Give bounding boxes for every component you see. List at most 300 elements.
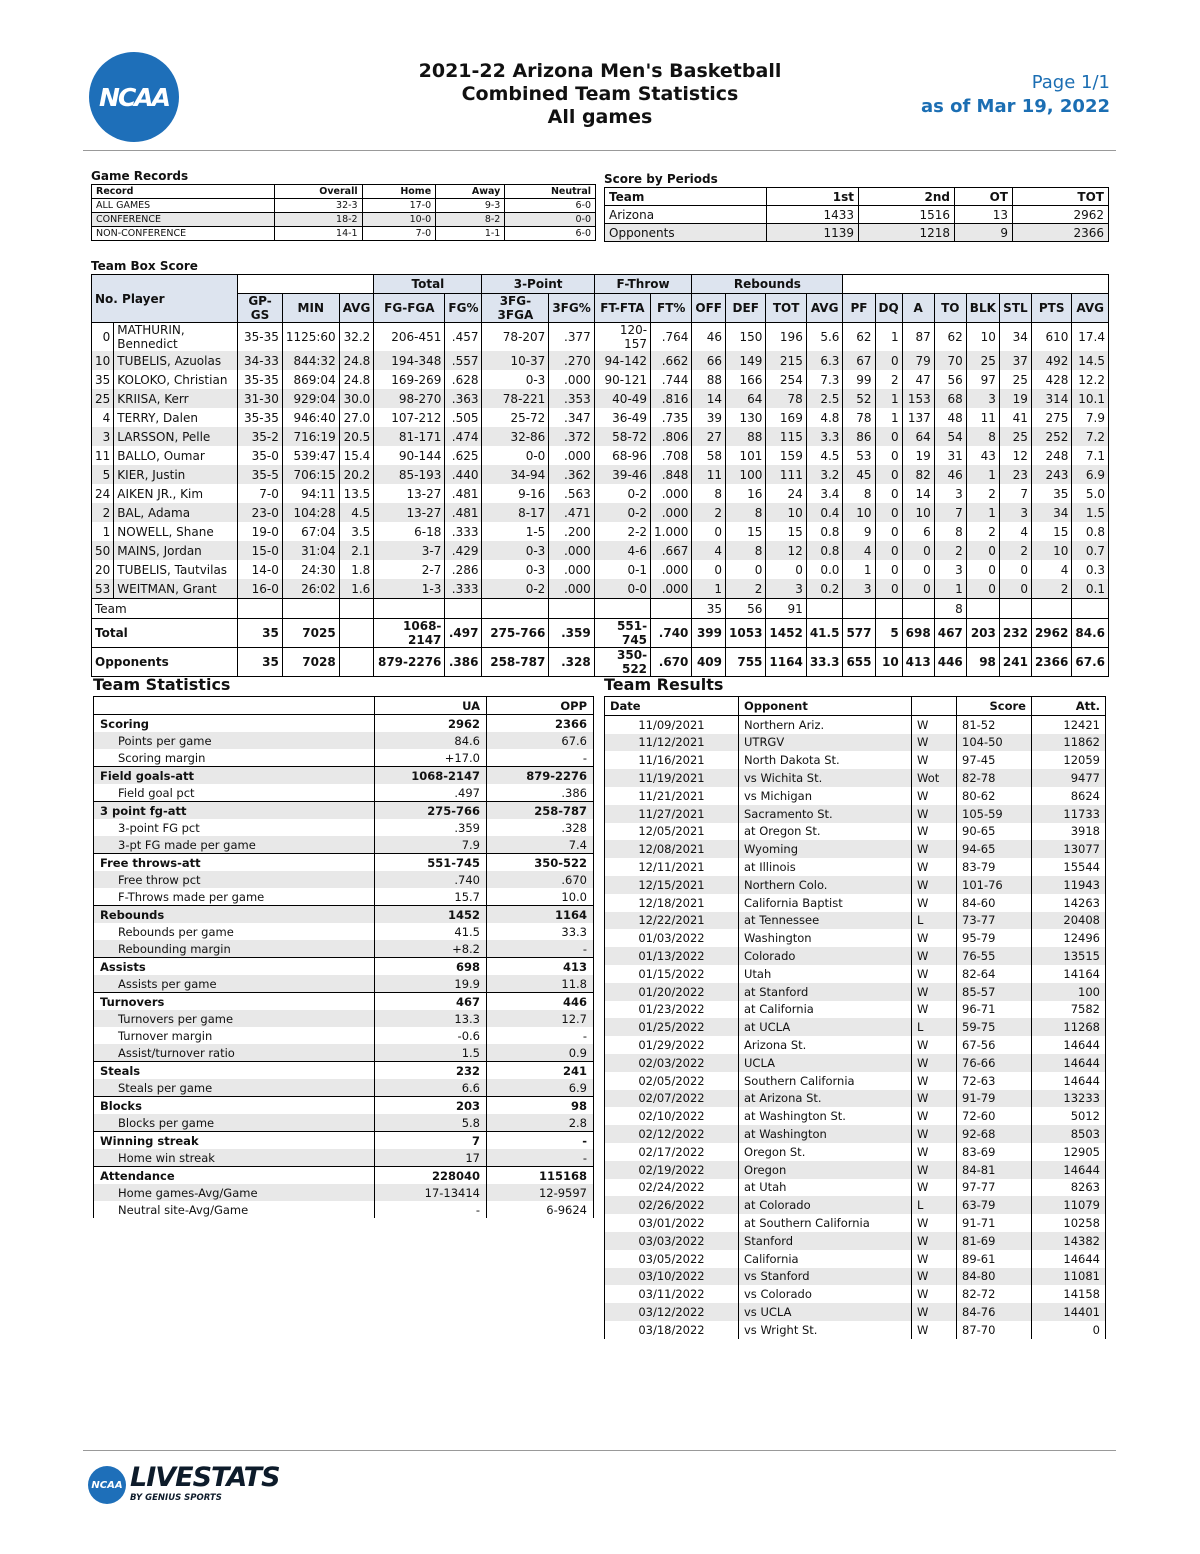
opponents-row-cell: 10 <box>875 648 902 677</box>
player-stat: 492 <box>1031 351 1071 370</box>
team-stats-ua: .359 <box>375 819 487 836</box>
player-stat: 7-0 <box>238 484 283 503</box>
team-stats-ua: 232 <box>375 1062 487 1080</box>
player-stat: 0 <box>875 579 902 599</box>
player-stat: 2 <box>1031 579 1071 599</box>
player-stat: 1 <box>843 560 875 579</box>
opponents-row-cell: Opponents <box>92 648 238 677</box>
result-outcome: W <box>912 1090 957 1108</box>
result-attendance: 11081 <box>1032 1268 1106 1286</box>
player-stat: 100 <box>726 465 766 484</box>
player-stat: .481 <box>445 503 482 522</box>
result-score: 85-57 <box>957 983 1032 1001</box>
player-stat: 12.2 <box>1072 370 1109 389</box>
player-stat: 94-142 <box>594 351 650 370</box>
player-name: WEITMAN, Grant <box>114 579 238 599</box>
box-score-header: FT% <box>651 294 692 323</box>
result-date: 12/11/2021 <box>605 858 739 876</box>
player-stat: .372 <box>549 427 594 446</box>
result-attendance: 0 <box>1032 1321 1106 1339</box>
game-records-row <box>92 227 596 241</box>
player-stat: 35-2 <box>238 427 283 446</box>
result-opponent: Oregon St. <box>739 1143 912 1161</box>
player-stat: 19 <box>999 389 1031 408</box>
player-stat: 0 <box>875 446 902 465</box>
opponents-row-cell: 258-787 <box>482 648 549 677</box>
team-stats-row <box>94 1062 594 1080</box>
team-stats-label: Scoring margin <box>94 749 375 767</box>
player-stat: .563 <box>549 484 594 503</box>
score-periods-cell: 1433 <box>767 206 859 224</box>
player-stat: 1 <box>966 465 999 484</box>
result-score: 83-69 <box>957 1143 1032 1161</box>
team-stats-row <box>94 749 594 767</box>
total-row-cell: 41.5 <box>806 619 843 648</box>
team-stats-row <box>94 923 594 940</box>
player-stat: .333 <box>445 579 482 599</box>
player-stat: .000 <box>549 541 594 560</box>
player-stat: .000 <box>651 484 692 503</box>
team-row-cell <box>238 599 283 619</box>
result-outcome: W <box>912 1072 957 1090</box>
total-row-cell: 1053 <box>726 619 766 648</box>
team-results-row <box>605 1072 1106 1090</box>
result-score: 83-79 <box>957 858 1032 876</box>
as-of-date: as of Mar 19, 2022 <box>920 96 1110 117</box>
team-stats-ua: 84.6 <box>375 732 487 749</box>
player-stat: 86 <box>843 427 875 446</box>
title-line-1: 2021-22 Arizona Men's Basketball <box>418 60 782 82</box>
player-stat: .377 <box>549 323 594 352</box>
livestats-logo <box>88 1462 280 1507</box>
total-row-cell: 275-766 <box>482 619 549 648</box>
team-stats-opp: - <box>487 1027 594 1044</box>
result-attendance: 13515 <box>1032 947 1106 965</box>
result-attendance: 11862 <box>1032 734 1106 752</box>
result-score: 90-65 <box>957 823 1032 841</box>
team-row-cell <box>594 599 650 619</box>
result-outcome: W <box>912 1125 957 1143</box>
result-score: 59-75 <box>957 1018 1032 1036</box>
result-opponent: at Stanford <box>739 983 912 1001</box>
player-stat: 3.2 <box>806 465 843 484</box>
team-stats-label: Home win streak <box>94 1149 375 1167</box>
player-name: TUBELIS, Azuolas <box>114 351 238 370</box>
opponents-row-cell: .328 <box>549 648 594 677</box>
result-outcome: W <box>912 1250 957 1268</box>
team-stats-label: 3-point FG pct <box>94 819 375 836</box>
player-stat: .270 <box>549 351 594 370</box>
player-stat: 0 <box>92 323 114 352</box>
box-score-header: A <box>902 294 934 323</box>
result-score: 84-60 <box>957 894 1032 912</box>
team-results-row <box>605 1054 1106 1072</box>
result-attendance: 14164 <box>1032 965 1106 983</box>
player-stat: 9-16 <box>482 484 549 503</box>
player-stat: .286 <box>445 560 482 579</box>
score-periods-row <box>605 224 1109 242</box>
player-stat: 54 <box>934 427 966 446</box>
player-row <box>92 427 1109 446</box>
result-date: 01/25/2022 <box>605 1018 739 1036</box>
player-stat: 0.3 <box>1072 560 1109 579</box>
player-stat: 0-3 <box>482 541 549 560</box>
total-row-cell: Total <box>92 619 238 648</box>
result-attendance: 11079 <box>1032 1196 1106 1214</box>
player-stat: 2 <box>726 579 766 599</box>
result-date: 12/22/2021 <box>605 912 739 930</box>
player-name: BAL, Adama <box>114 503 238 522</box>
team-stats-ua: 203 <box>375 1097 487 1115</box>
game-records-header: Neutral <box>505 185 596 199</box>
player-stat: 35 <box>1031 484 1071 503</box>
result-score: 84-81 <box>957 1161 1032 1179</box>
team-stats-row <box>94 819 594 836</box>
result-opponent: at Tennessee <box>739 912 912 930</box>
box-score-header: TO <box>934 294 966 323</box>
player-stat: .362 <box>549 465 594 484</box>
player-stat: 1-5 <box>482 522 549 541</box>
player-stat: 53 <box>92 579 114 599</box>
score-periods-header: 1st <box>767 188 859 206</box>
player-stat: 0-1 <box>594 560 650 579</box>
team-row-cell: 56 <box>726 599 766 619</box>
player-stat: 15 <box>1031 522 1071 541</box>
player-stat: 1 <box>692 579 726 599</box>
player-stat: 4 <box>843 541 875 560</box>
game-records-header: Home <box>362 185 436 199</box>
total-row-cell: 1068-2147 <box>374 619 445 648</box>
opponents-row-cell: 755 <box>726 648 766 677</box>
team-stats-opp: 413 <box>487 958 594 976</box>
team-row-cell <box>282 599 339 619</box>
player-stat: 10 <box>92 351 114 370</box>
player-stat: 94:11 <box>282 484 339 503</box>
player-stat: 31-30 <box>238 389 283 408</box>
player-stat: 7.3 <box>806 370 843 389</box>
result-outcome: W <box>912 1054 957 1072</box>
report-title <box>380 60 820 129</box>
player-stat: 20 <box>92 560 114 579</box>
player-stat: 34 <box>999 323 1031 352</box>
opponents-row-cell: 33.3 <box>806 648 843 677</box>
result-opponent: North Dakota St. <box>739 751 912 769</box>
player-stat: 4.8 <box>806 408 843 427</box>
team-stats-opp: .670 <box>487 871 594 888</box>
total-row-cell: 232 <box>999 619 1031 648</box>
team-stats-label: Blocks per game <box>94 1114 375 1132</box>
box-score-header: AVG <box>339 294 374 323</box>
result-score: 97-45 <box>957 751 1032 769</box>
player-stat: 67:04 <box>282 522 339 541</box>
team-results-header <box>912 697 957 716</box>
team-results-header: Att. <box>1032 697 1106 716</box>
team-results-row <box>605 823 1106 841</box>
team-results-row <box>605 1036 1106 1054</box>
result-outcome: W <box>912 1268 957 1286</box>
player-stat: 2 <box>999 541 1031 560</box>
player-stat: 8 <box>726 503 766 522</box>
team-results-header: Opponent <box>739 697 912 716</box>
player-stat: .557 <box>445 351 482 370</box>
player-stat: 0 <box>902 579 934 599</box>
player-stat: 14 <box>692 389 726 408</box>
group-fthrow: F-Throw <box>594 275 692 294</box>
total-row-cell: 467 <box>934 619 966 648</box>
result-attendance: 10258 <box>1032 1214 1106 1232</box>
game-records-cell: 6-0 <box>505 227 596 241</box>
player-stat: 20.5 <box>339 427 374 446</box>
player-stat: .000 <box>651 503 692 522</box>
player-stat: 4 <box>999 522 1031 541</box>
player-stat: 13-27 <box>374 484 445 503</box>
game-records-cell: ALL GAMES <box>92 199 275 213</box>
player-stat: 70 <box>934 351 966 370</box>
player-stat: 120-157 <box>594 323 650 352</box>
box-score-header: PF <box>843 294 875 323</box>
player-stat: 17.4 <box>1072 323 1109 352</box>
result-date: 02/12/2022 <box>605 1125 739 1143</box>
player-stat: .000 <box>549 370 594 389</box>
box-score-header: DQ <box>875 294 902 323</box>
team-results-row <box>605 912 1106 930</box>
team-stats-ua: 41.5 <box>375 923 487 940</box>
result-date: 11/21/2021 <box>605 787 739 805</box>
team-stats-row <box>94 784 594 802</box>
player-stat: 196 <box>766 323 806 352</box>
player-name: LARSSON, Pelle <box>114 427 238 446</box>
result-outcome: L <box>912 1196 957 1214</box>
result-attendance: 8503 <box>1032 1125 1106 1143</box>
player-stat: 0.0 <box>806 560 843 579</box>
group-3point: 3-Point <box>482 275 594 294</box>
opponents-row-cell: 67.6 <box>1072 648 1109 677</box>
score-periods-header: TOT <box>1013 188 1109 206</box>
game-records-row <box>92 213 596 227</box>
result-score: 91-71 <box>957 1214 1032 1232</box>
team-row <box>92 599 1109 619</box>
result-opponent: Stanford <box>739 1232 912 1250</box>
result-opponent: Southern California <box>739 1072 912 1090</box>
player-stat: 87 <box>902 323 934 352</box>
player-stat: 243 <box>1031 465 1071 484</box>
result-score: 89-61 <box>957 1250 1032 1268</box>
player-stat: 7.1 <box>1072 446 1109 465</box>
opponents-row-cell: 350-522 <box>594 648 650 677</box>
team-stats-label: Neutral site-Avg/Game <box>94 1201 375 1218</box>
player-stat: 0-0 <box>482 446 549 465</box>
player-stat: 43 <box>966 446 999 465</box>
result-score: 82-64 <box>957 965 1032 983</box>
player-stat: 0 <box>966 541 999 560</box>
result-score: 104-50 <box>957 734 1032 752</box>
player-name: NOWELL, Shane <box>114 522 238 541</box>
result-outcome: W <box>912 1001 957 1019</box>
opponents-row-cell: 241 <box>999 648 1031 677</box>
player-stat: 47 <box>902 370 934 389</box>
player-stat: 149 <box>726 351 766 370</box>
result-opponent: at Utah <box>739 1179 912 1197</box>
header-divider <box>83 150 1116 151</box>
box-score-header: OFF <box>692 294 726 323</box>
box-score-header: 3FG% <box>549 294 594 323</box>
team-stats-ua: 275-766 <box>375 802 487 820</box>
player-stat: 115 <box>766 427 806 446</box>
player-name: KRIISA, Kerr <box>114 389 238 408</box>
result-attendance: 14644 <box>1032 1054 1106 1072</box>
player-stat: 1 <box>875 323 902 352</box>
player-stat: 7.9 <box>1072 408 1109 427</box>
result-score: 97-77 <box>957 1179 1032 1197</box>
result-date: 03/03/2022 <box>605 1232 739 1250</box>
result-date: 01/15/2022 <box>605 965 739 983</box>
result-opponent: at California <box>739 1001 912 1019</box>
game-records-cell: CONFERENCE <box>92 213 275 227</box>
player-stat: 10 <box>966 323 999 352</box>
team-results-row <box>605 894 1106 912</box>
player-stat: .806 <box>651 427 692 446</box>
result-outcome: W <box>912 894 957 912</box>
box-score-header: STL <box>999 294 1031 323</box>
team-results-row <box>605 1214 1106 1232</box>
player-stat: 1.5 <box>1072 503 1109 522</box>
player-row <box>92 560 1109 579</box>
player-stat: 929:04 <box>282 389 339 408</box>
team-row-cell <box>966 599 999 619</box>
score-periods-cell: Arizona <box>605 206 767 224</box>
result-opponent: Oregon <box>739 1161 912 1179</box>
total-row-cell: 7025 <box>282 619 339 648</box>
player-stat: 0 <box>726 560 766 579</box>
team-stats-opp: - <box>487 940 594 958</box>
player-name: AIKEN JR., Kim <box>114 484 238 503</box>
player-stat: .708 <box>651 446 692 465</box>
player-stat: 1 <box>934 579 966 599</box>
total-row-cell: 2962 <box>1031 619 1071 648</box>
result-opponent: vs Stanford <box>739 1268 912 1286</box>
game-records-cell: 8-2 <box>436 213 505 227</box>
box-score-header: FG% <box>445 294 482 323</box>
team-results-row <box>605 1090 1106 1108</box>
player-stat: .429 <box>445 541 482 560</box>
opponents-row-cell: 413 <box>902 648 934 677</box>
team-stats-opp: 7.4 <box>487 836 594 854</box>
team-results-row <box>605 1161 1106 1179</box>
result-attendance: 14644 <box>1032 1250 1106 1268</box>
player-stat: 4.5 <box>806 446 843 465</box>
team-stats-label: Free throws-att <box>94 854 375 872</box>
player-stat: 107-212 <box>374 408 445 427</box>
team-stats-ua: 698 <box>375 958 487 976</box>
team-stats-label: Steals per game <box>94 1079 375 1097</box>
player-stat: 0 <box>875 484 902 503</box>
opponents-row-cell: 98 <box>966 648 999 677</box>
result-outcome: W <box>912 1321 957 1339</box>
group-total: Total <box>374 275 482 294</box>
player-stat: 3 <box>92 427 114 446</box>
player-stat: 0.7 <box>1072 541 1109 560</box>
player-stat: 78 <box>843 408 875 427</box>
team-stats-row <box>94 1027 594 1044</box>
team-stats-opp: 879-2276 <box>487 767 594 785</box>
score-periods-cell: 1218 <box>859 224 955 242</box>
team-results-row <box>605 1196 1106 1214</box>
total-row-cell: .740 <box>651 619 692 648</box>
team-stats-row <box>94 1010 594 1027</box>
game-records-cell: 0-0 <box>505 213 596 227</box>
team-stats-label: Field goal pct <box>94 784 375 802</box>
player-stat: 215 <box>766 351 806 370</box>
player-stat: .457 <box>445 323 482 352</box>
player-stat: 48 <box>934 408 966 427</box>
player-stat: 8 <box>692 484 726 503</box>
result-opponent: at Oregon St. <box>739 823 912 841</box>
result-date: 11/09/2021 <box>605 715 739 733</box>
player-stat: 5.0 <box>1072 484 1109 503</box>
player-stat: 8 <box>966 427 999 446</box>
team-stats-label: Winning streak <box>94 1132 375 1150</box>
player-stat: 6.9 <box>1072 465 1109 484</box>
col-no-player: No. Player <box>92 275 238 323</box>
team-stats-row <box>94 871 594 888</box>
player-stat: 130 <box>726 408 766 427</box>
player-stat: 0 <box>902 541 934 560</box>
team-results-row <box>605 1018 1106 1036</box>
player-stat: 53 <box>843 446 875 465</box>
team-row-cell <box>999 599 1031 619</box>
opponents-row-cell: 2366 <box>1031 648 1071 677</box>
result-attendance: 7582 <box>1032 1001 1106 1019</box>
player-stat: 10 <box>902 503 934 522</box>
team-results-row <box>605 715 1106 733</box>
player-stat: 1125:60 <box>282 323 339 352</box>
player-stat: 0-0 <box>594 579 650 599</box>
game-records-cell: 14-1 <box>275 227 362 241</box>
result-outcome: W <box>912 1214 957 1232</box>
result-outcome: W <box>912 858 957 876</box>
team-results-row <box>605 751 1106 769</box>
team-results-row <box>605 1268 1106 1286</box>
player-stat: .333 <box>445 522 482 541</box>
result-date: 02/26/2022 <box>605 1196 739 1214</box>
player-stat: 62 <box>843 323 875 352</box>
player-stat: 0-2 <box>594 503 650 522</box>
player-stat: 37 <box>999 351 1031 370</box>
result-date: 12/15/2021 <box>605 876 739 894</box>
result-score: 80-62 <box>957 787 1032 805</box>
box-score-header: BLK <box>966 294 999 323</box>
result-outcome: W <box>912 823 957 841</box>
player-stat: 52 <box>843 389 875 408</box>
player-stat: 1-3 <box>374 579 445 599</box>
opponents-row-cell: 1164 <box>766 648 806 677</box>
result-date: 12/18/2021 <box>605 894 739 912</box>
game-records-header: Overall <box>275 185 362 199</box>
player-row <box>92 323 1109 352</box>
player-stat: 36-49 <box>594 408 650 427</box>
result-attendance: 11943 <box>1032 876 1106 894</box>
result-outcome: W <box>912 876 957 894</box>
player-stat: 0 <box>875 465 902 484</box>
player-stat: 254 <box>766 370 806 389</box>
team-stats-ua: 467 <box>375 993 487 1011</box>
total-row-cell: 84.6 <box>1072 619 1109 648</box>
team-stats-row <box>94 1097 594 1115</box>
player-stat: 16 <box>726 484 766 503</box>
player-stat: 78 <box>766 389 806 408</box>
player-stat: 46 <box>692 323 726 352</box>
player-stat: .000 <box>549 560 594 579</box>
